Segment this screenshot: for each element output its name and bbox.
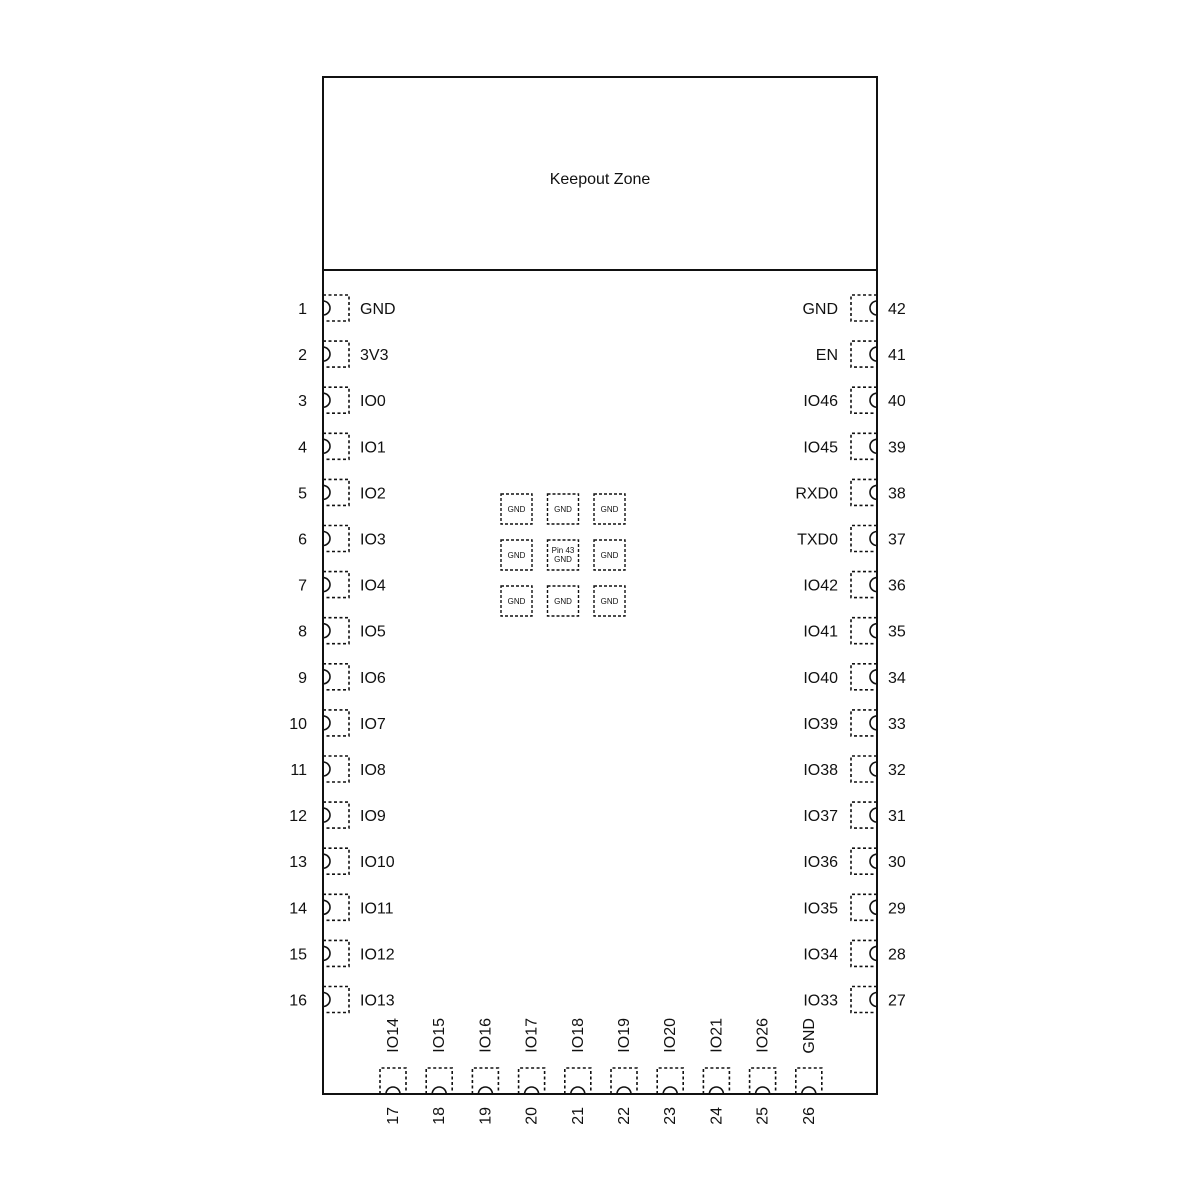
- castellation-arc: [870, 854, 877, 868]
- pin-pad: [851, 848, 877, 874]
- pin-10: [289, 710, 386, 736]
- pin-number: 14: [289, 900, 307, 918]
- pin-pad: [851, 526, 877, 552]
- pin-17: [380, 1018, 406, 1125]
- ground-pad-label: GND: [554, 505, 572, 514]
- pin-23: [657, 1018, 683, 1125]
- pin-name: IO26: [754, 1018, 772, 1053]
- pin-pad: [323, 526, 349, 552]
- pin-name: IO6: [360, 669, 386, 687]
- pin-pad: [323, 756, 349, 782]
- ground-pad-label: GND: [600, 551, 619, 560]
- pin-16: [289, 987, 395, 1013]
- pin-number: 34: [888, 669, 906, 687]
- pin-number: 7: [298, 577, 307, 595]
- pin-name: GND: [802, 301, 838, 318]
- pin-pad: [851, 987, 877, 1013]
- castellation-arc: [870, 624, 877, 638]
- castellation-arc: [323, 716, 330, 730]
- pin-name: IO17: [523, 1018, 541, 1053]
- pin-name: TXD0: [797, 531, 838, 549]
- castellation-arc: [870, 762, 877, 776]
- castellation-arc: [617, 1087, 631, 1094]
- pin-number: 25: [754, 1107, 772, 1125]
- pin-number: 27: [888, 992, 906, 1010]
- pin-42: [802, 295, 905, 321]
- castellation-arc: [870, 670, 877, 684]
- pin-name: IO37: [803, 808, 838, 826]
- ground-pad-label: GND: [507, 597, 526, 606]
- ground-pad: [548, 540, 579, 570]
- pin-number: 37: [888, 531, 906, 549]
- pin-number: 40: [888, 393, 906, 411]
- castellation-arc: [323, 762, 330, 776]
- pin-7: [298, 572, 386, 598]
- castellation-arc: [709, 1087, 723, 1094]
- ground-pad: [501, 540, 532, 570]
- pin-name: IO39: [803, 715, 838, 733]
- pin-name: IO40: [803, 669, 838, 687]
- pin-5: [298, 479, 386, 505]
- castellation-arc: [323, 993, 330, 1007]
- pin-14: [289, 894, 393, 920]
- pin-name: IO18: [569, 1018, 587, 1053]
- pin-20: [519, 1018, 545, 1125]
- castellation-arc: [323, 670, 330, 684]
- pin-name: 3V3: [360, 347, 389, 365]
- pin-28: [803, 940, 906, 966]
- castellation-arc: [323, 946, 330, 960]
- pin-12: [289, 802, 386, 828]
- pin-number: 21: [569, 1107, 587, 1125]
- pin-name: IO45: [803, 439, 838, 457]
- pin-pad: [851, 341, 877, 367]
- left-pin-column: [289, 295, 395, 1013]
- pin-22: [611, 1018, 637, 1125]
- pin-name: IO7: [360, 715, 386, 733]
- pin-number: 26: [800, 1107, 818, 1125]
- pin-pad: [851, 618, 877, 644]
- pin-39: [803, 433, 906, 459]
- castellation-arc: [432, 1087, 446, 1094]
- pin-number: 29: [888, 900, 906, 918]
- pin-number: 3: [298, 393, 307, 411]
- center-ground-pad-array: [501, 494, 625, 616]
- castellation-arc: [870, 993, 877, 1007]
- castellation-arc: [870, 301, 877, 315]
- pin-number: 35: [888, 623, 906, 641]
- castellation-arc: [323, 854, 330, 868]
- pin-name: IO8: [360, 762, 386, 779]
- castellation-arc: [323, 578, 330, 592]
- pin-15: [289, 940, 395, 966]
- ground-pad: [594, 494, 625, 524]
- pin-name: IO9: [360, 808, 386, 826]
- ground-pad: [548, 494, 579, 524]
- pin-pad: [323, 987, 349, 1013]
- pin-name: EN: [815, 347, 838, 365]
- pin-21: [565, 1018, 591, 1125]
- castellation-arc: [756, 1087, 770, 1094]
- pin-41: [816, 341, 906, 367]
- pin-name: IO20: [662, 1018, 680, 1053]
- castellation-arc: [323, 439, 330, 453]
- castellation-arc: [870, 578, 877, 592]
- pin-pad: [657, 1068, 683, 1094]
- pin-name: IO10: [360, 854, 395, 872]
- pin-27: [803, 987, 906, 1013]
- pin-pad: [323, 664, 349, 690]
- pin-40: [803, 387, 906, 413]
- castellation-arc: [323, 532, 330, 546]
- pin-pad: [750, 1068, 776, 1094]
- pin-33: [803, 710, 906, 736]
- pin-name: IO46: [803, 393, 838, 411]
- pin-32: [803, 756, 906, 782]
- pin-4: [298, 433, 386, 459]
- pin-number: 8: [298, 623, 307, 641]
- pin-37: [797, 526, 906, 552]
- pin-pad: [323, 802, 349, 828]
- pin-number: 38: [888, 485, 906, 503]
- pin-number: 9: [298, 669, 307, 687]
- pin-number: 4: [298, 439, 307, 457]
- pin-pad: [703, 1068, 729, 1094]
- castellation-arc: [870, 485, 877, 499]
- pin-1: [298, 295, 395, 321]
- pin-pad: [323, 618, 349, 644]
- castellation-arc: [802, 1087, 816, 1094]
- pin-name: IO11: [360, 900, 394, 918]
- pin-30: [803, 848, 906, 874]
- ground-pad-label: GND: [600, 597, 619, 606]
- ground-pad: [594, 540, 625, 570]
- pin-19: [472, 1018, 498, 1125]
- pin-pad: [851, 433, 877, 459]
- ground-pad-label: GND: [507, 505, 526, 514]
- pin-name: IO15: [431, 1018, 449, 1053]
- pin-pad: [323, 940, 349, 966]
- keepout-zone-label: Keepout Zone: [549, 171, 651, 188]
- pin-pad: [380, 1068, 406, 1094]
- pin-name: IO14: [385, 1018, 402, 1053]
- pin-number: 39: [888, 439, 906, 457]
- ground-pad-label: Pin 43: [551, 546, 575, 555]
- pin-name: RXD0: [795, 485, 838, 503]
- pin-name: IO16: [477, 1018, 495, 1053]
- pin-9: [298, 664, 386, 690]
- pin-pad: [426, 1068, 452, 1094]
- ground-pad: [501, 494, 532, 524]
- pin-pad: [851, 664, 877, 690]
- pin-number: 20: [523, 1107, 541, 1125]
- pin-6: [298, 526, 386, 552]
- pin-pad: [851, 940, 877, 966]
- pin-number: 15: [289, 946, 307, 964]
- ground-pad: [501, 586, 532, 616]
- pin-pad: [851, 387, 877, 413]
- pin-8: [298, 618, 386, 644]
- pin-name: IO42: [803, 577, 838, 595]
- pin-pad: [851, 802, 877, 828]
- pin-pad: [323, 387, 349, 413]
- pin-name: IO41: [803, 623, 838, 641]
- pin-name: IO21: [708, 1018, 726, 1053]
- pin-pad: [796, 1068, 822, 1094]
- pin-number: 42: [888, 301, 906, 318]
- pin-number: 13: [289, 854, 307, 872]
- pin-number: 32: [888, 762, 906, 779]
- pin-name: IO35: [803, 900, 838, 918]
- pin-number: 24: [708, 1107, 726, 1125]
- pin-name: IO33: [803, 992, 838, 1010]
- pin-pad: [611, 1068, 637, 1094]
- pin-name: IO4: [360, 577, 386, 595]
- castellation-arc: [323, 347, 330, 361]
- castellation-arc: [525, 1087, 539, 1094]
- pin-number: 19: [477, 1107, 495, 1125]
- castellation-arc: [323, 808, 330, 822]
- pin-29: [803, 894, 906, 920]
- ground-pad: [594, 586, 625, 616]
- castellation-arc: [386, 1087, 400, 1094]
- pin-number: 12: [289, 808, 307, 826]
- pin-pad: [323, 848, 349, 874]
- castellation-arc: [323, 485, 330, 499]
- pin-pad: [323, 894, 349, 920]
- pin-pad: [851, 894, 877, 920]
- pin-pad: [851, 295, 877, 321]
- pin-name: IO36: [803, 854, 838, 872]
- pin-3: [298, 387, 386, 413]
- pin-number: 2: [298, 347, 307, 365]
- pin-pad: [472, 1068, 498, 1094]
- pin-number: 17: [385, 1107, 402, 1125]
- pin-number: 18: [431, 1107, 449, 1125]
- pin-name: IO12: [360, 946, 395, 964]
- ground-pad-label: GND: [507, 551, 526, 560]
- pin-number: 11: [290, 762, 307, 779]
- pin-name: IO5: [360, 623, 386, 641]
- castellation-arc: [323, 624, 330, 638]
- pin-18: [426, 1018, 452, 1125]
- castellation-arc: [870, 946, 877, 960]
- ground-pad: [548, 586, 579, 616]
- pin-name: IO3: [360, 531, 386, 549]
- pin-31: [803, 802, 906, 828]
- pin-number: 6: [298, 531, 307, 549]
- castellation-arc: [870, 808, 877, 822]
- pin-pad: [851, 710, 877, 736]
- pin-name: IO2: [360, 485, 386, 503]
- pin-number: 23: [662, 1107, 680, 1125]
- pin-name: IO34: [803, 946, 838, 964]
- pin-number: 36: [888, 577, 906, 595]
- pin-name: IO38: [803, 762, 838, 779]
- castellation-arc: [870, 347, 877, 361]
- pin-number: 1: [298, 301, 307, 318]
- castellation-arc: [870, 439, 877, 453]
- pin-11: [290, 756, 386, 782]
- pin-pad: [565, 1068, 591, 1094]
- castellation-arc: [478, 1087, 492, 1094]
- castellation-arc: [870, 393, 877, 407]
- pin-name: IO19: [616, 1018, 633, 1053]
- pin-pad: [323, 479, 349, 505]
- castellation-arc: [663, 1087, 677, 1094]
- castellation-arc: [323, 900, 330, 914]
- pin-13: [289, 848, 395, 874]
- pin-2: [298, 341, 388, 367]
- ground-pad-label: GND: [600, 505, 619, 514]
- pin-name: IO13: [360, 992, 395, 1010]
- castellation-arc: [870, 900, 877, 914]
- ground-pad-label: GND: [554, 597, 572, 606]
- pin-35: [803, 618, 906, 644]
- pin-26: [796, 1018, 822, 1125]
- pin-24: [703, 1018, 729, 1125]
- pin-25: [750, 1018, 776, 1125]
- pin-number: 31: [888, 808, 906, 826]
- castellation-arc: [870, 532, 877, 546]
- pin-pad: [851, 756, 877, 782]
- pin-pad: [851, 479, 877, 505]
- castellation-arc: [870, 716, 877, 730]
- pin-name: GND: [360, 301, 396, 318]
- pin-number: 16: [289, 992, 307, 1010]
- pin-number: 41: [888, 347, 906, 365]
- pin-pad: [323, 433, 349, 459]
- ground-pad-label: GND: [554, 555, 572, 564]
- pin-number: 33: [888, 715, 906, 733]
- pin-number: 5: [298, 485, 307, 503]
- pin-name: IO1: [360, 439, 386, 457]
- pin-pad: [851, 572, 877, 598]
- pin-pad: [519, 1068, 545, 1094]
- pin-number: 22: [616, 1107, 633, 1125]
- pin-name: IO0: [360, 393, 386, 411]
- pin-number: 28: [888, 946, 906, 964]
- castellation-arc: [323, 301, 330, 315]
- pin-number: 30: [888, 854, 906, 872]
- castellation-arc: [571, 1087, 585, 1094]
- pin-pad: [323, 710, 349, 736]
- pin-number: 10: [289, 715, 307, 733]
- castellation-arc: [323, 393, 330, 407]
- pin-38: [795, 479, 906, 505]
- right-pin-column: [795, 295, 906, 1013]
- pin-36: [803, 572, 906, 598]
- pin-name: GND: [800, 1018, 818, 1054]
- bottom-pin-row: [380, 1018, 822, 1125]
- pin-34: [803, 664, 906, 690]
- pin-pad: [323, 341, 349, 367]
- pin-pad: [323, 572, 349, 598]
- pin-pad: [323, 295, 349, 321]
